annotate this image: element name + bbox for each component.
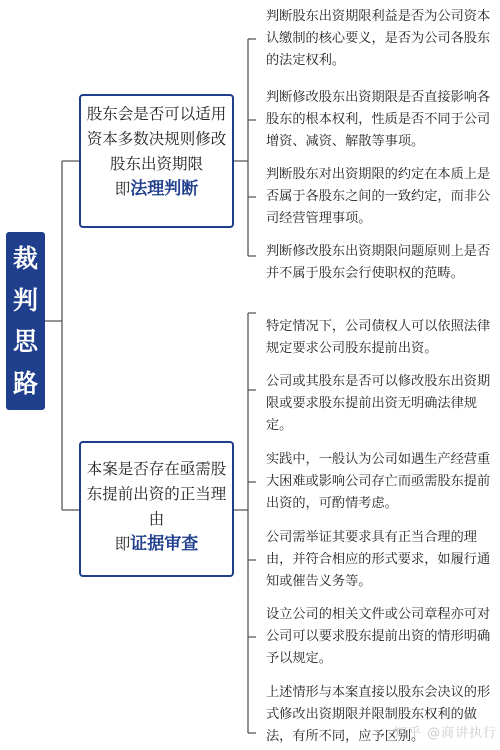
leaf-node: 判断股东对出资期限的约定在本质上是否属于各股东之间的一致约定，而非公司经营管理事项。 <box>266 167 491 226</box>
watermark: 知乎 @商讲执行 <box>394 726 498 741</box>
branch1-connector <box>234 39 256 256</box>
branch-prefix: 即 <box>114 180 131 198</box>
branch-node-legal <box>79 94 234 228</box>
leaf-node: 公司或其股东是否可以修改股东出资期限或要求股东提前出资无明确法律规定。 <box>266 374 491 433</box>
branch-text: 股东会是否可以适用资本多数决规则修改股东出资期限 <box>86 105 227 173</box>
leaf-node: 设立公司的相关文件或公司章程亦可对公司可以要求股东提前出资的情形明确予以规定。 <box>266 607 491 666</box>
root-char: 裁 <box>12 244 38 274</box>
leaf-node: 判断修改股东出资期限是否直接影响各股东的根本权利，性质是否不同于公司增资、减资、解散等事项。 <box>266 90 491 149</box>
leaf-node: 判断修改股东出资期限问题原则上是否并不属于股东会行使职权的范畴。 <box>266 244 491 281</box>
leaf-node: 判断股东出资期限利益是否为公司资本认缴制的核心要义，是否为公司各股东的法定权利。 <box>266 9 491 68</box>
root-char: 判 <box>12 285 38 315</box>
root-node <box>6 232 45 410</box>
branch-prefix: 即 <box>114 535 131 553</box>
root-connector <box>45 161 79 510</box>
leaf-node: 公司需举证其要求具有正当合理的理由，并符合相应的形式要求，如履行通知或催告义务等。 <box>266 530 491 589</box>
leaf-node: 实践中，一般认为公司如遇生产经营重大困难或影响公司存亡而亟需股东提前出资的，可酌情考虑。 <box>266 452 491 511</box>
leaf-node: 特定情况下，公司债权人可以依照法律规定要求公司股东提前出资。 <box>266 319 491 356</box>
branch-emphasis: 证据审查 <box>130 534 199 554</box>
branch-node-evidence <box>79 441 234 577</box>
root-char: 路 <box>12 368 38 398</box>
branch-text: 本案是否存在亟需股东提前出资的正当理由 <box>86 460 227 528</box>
root-char: 思 <box>12 327 38 357</box>
leaf-node: 上述情形与本案直接以股东会决议的形式修改出资期限并限制股东权利的做法，有所不同，应予区别。 <box>266 685 491 744</box>
branch-emphasis: 法理判断 <box>130 179 199 199</box>
branch2-connector <box>234 313 256 733</box>
